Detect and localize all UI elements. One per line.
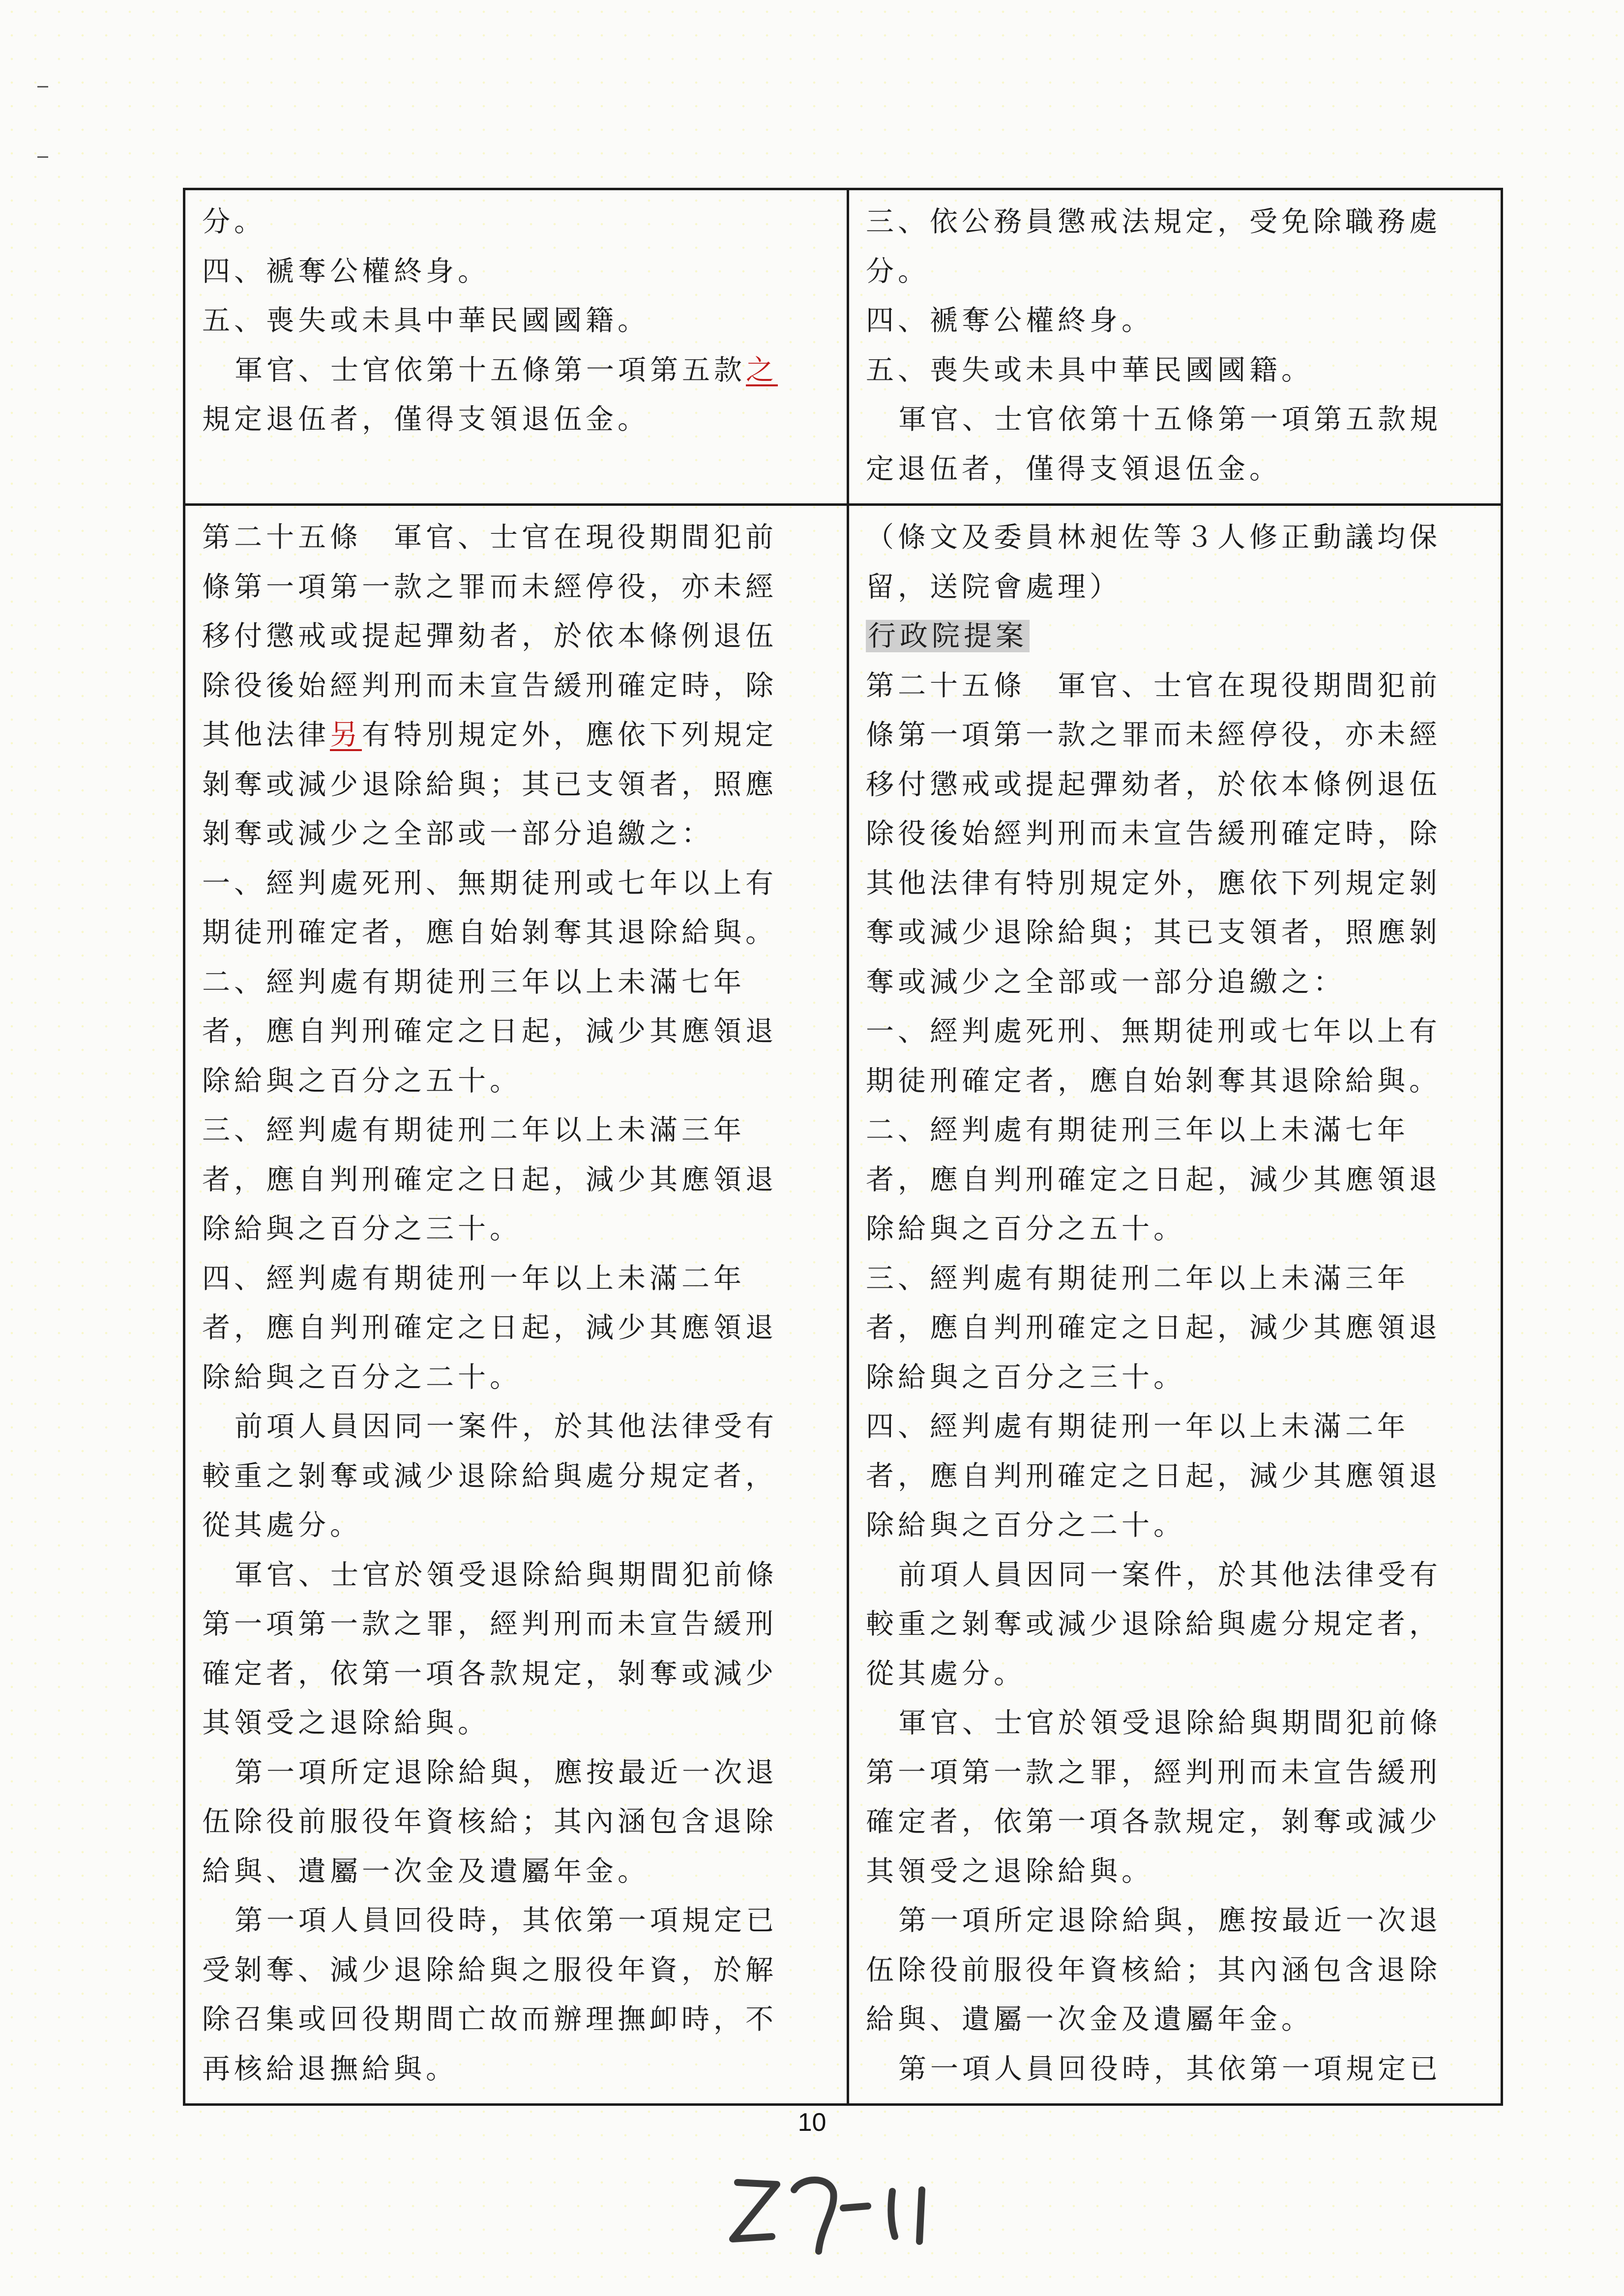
text-line: 較重之剝奪或減少退除給與處分規定者， xyxy=(202,1459,777,1492)
text-line: 規定退伍者，僅得支領退伍金。 xyxy=(202,403,650,436)
text-line: 除給與之百分之五十。 xyxy=(202,1064,522,1097)
text-line: 期徒刑確定者，應自始剝奪其退除給與。 xyxy=(202,916,777,949)
text-line: 二、經判處有期徒刑三年以上未滿七年 xyxy=(202,965,745,998)
scan-speck xyxy=(37,86,48,87)
text-line: 三、經判處有期徒刑二年以上未滿三年 xyxy=(866,1262,1409,1295)
cell-proposal-text xyxy=(848,505,1502,2105)
cell-amended-text xyxy=(184,189,848,505)
text-line: 條第一項第一款之罪而未經停役，亦未經 xyxy=(866,719,1441,751)
text-line: 二、經判處有期徒刑三年以上未滿七年 xyxy=(866,1114,1409,1146)
text-line: 伍除役前服役年資核給；其內涵包含退除 xyxy=(202,1805,777,1838)
text-line: 除役後始經判刑而未宣告緩刑確定時，除 xyxy=(866,817,1441,850)
text-line: 給與、遺屬一次金及遺屬年金。 xyxy=(202,1855,650,1888)
handwritten-stroke xyxy=(843,2206,868,2208)
text-line: 剝奪或減少退除給與；其已支領者，照應 xyxy=(202,768,777,801)
text-line: 再核給退撫給與。 xyxy=(202,2052,458,2085)
scan-speck xyxy=(37,156,48,158)
inserted-text-red: 之 xyxy=(746,353,778,386)
text-line: 確定者，依第一項各款規定，剝奪或減少 xyxy=(866,1805,1441,1838)
text-line: （條文及委員林昶佐等３人修正動議均保 xyxy=(866,521,1441,553)
text-line: 除召集或回役期間亡故而辦理撫卹時，不 xyxy=(202,2003,777,2035)
text-line: 一、經判處死刑、無期徒刑或七年以上有 xyxy=(866,1015,1441,1047)
text-line: 除給與之百分之五十。 xyxy=(866,1213,1185,1245)
comparison-table xyxy=(183,188,1503,2106)
text-line: 移付懲戒或提起彈劾者，於依本條例退伍 xyxy=(202,620,777,652)
text-line: 前項人員因同一案件，於其他法律受有 xyxy=(898,1558,1442,1591)
page-number: 10 xyxy=(797,2108,827,2137)
text-line: 者，應自判刑確定之日起，減少其應領退 xyxy=(202,1311,777,1344)
text-line: 第一項所定退除給與，應按最近一次退 xyxy=(235,1756,778,1789)
text-line: 其領受之退除給與。 xyxy=(202,1707,490,1739)
text-line: 軍官、士官於領受退除給與期間犯前條 xyxy=(898,1707,1442,1739)
inserted-text-red: 另 xyxy=(330,719,362,751)
text-line: 三、經判處有期徒刑二年以上未滿三年 xyxy=(202,1114,745,1146)
text-line: 除給與之百分之三十。 xyxy=(202,1213,522,1245)
text-line xyxy=(202,346,836,395)
text-segment: 軍官、士官依第十五條第一項第五款 xyxy=(235,353,746,386)
text-line: 者，應自判刑確定之日起，減少其應領退 xyxy=(202,1163,777,1196)
handwritten-stroke xyxy=(919,2190,922,2241)
text-line xyxy=(866,611,1490,661)
text-line: 剝奪或減少之全部或一部分追繳之： xyxy=(202,817,713,850)
text-line: 四、經判處有期徒刑一年以上未滿二年 xyxy=(866,1410,1409,1443)
text-line: 其他法律有特別規定外，應依下列規定剝 xyxy=(866,867,1441,900)
text-line: 四、褫奪公權終身。 xyxy=(866,304,1153,337)
handwritten-page-annotation xyxy=(718,2163,954,2261)
handwritten-stroke xyxy=(794,2180,834,2251)
text-line: 軍官、士官於領受退除給與期間犯前條 xyxy=(235,1558,778,1591)
text-line: 其領受之退除給與。 xyxy=(866,1855,1153,1888)
text-line: 一、經判處死刑、無期徒刑或七年以上有 xyxy=(202,867,777,900)
text-line: 除給與之百分之三十。 xyxy=(866,1361,1185,1394)
text-line: 除給與之百分之二十。 xyxy=(866,1509,1185,1541)
text-line: 五、喪失或未具中華民國國籍。 xyxy=(202,304,650,337)
text-line: 者，應自判刑確定之日起，減少其應領退 xyxy=(866,1163,1441,1196)
text-line: 第二十五條 軍官、士官在現役期間犯前 xyxy=(202,521,777,553)
handwritten-stroke xyxy=(891,2191,895,2237)
text-line: 從其處分。 xyxy=(202,1509,362,1541)
text-line: 第一項人員回役時，其依第一項規定已 xyxy=(898,2052,1442,2085)
text-line: 奪或減少退除給與；其已支領者，照應剝 xyxy=(866,916,1441,949)
text-line xyxy=(202,710,836,760)
cell-current-text xyxy=(848,189,1502,505)
text-line: 分。 xyxy=(866,255,930,288)
text-line: 給與、遺屬一次金及遺屬年金。 xyxy=(866,2003,1313,2035)
table-row xyxy=(184,505,1502,2105)
text-segment: 有特別規定外，應依下列規定 xyxy=(362,719,777,751)
text-line: 從其處分。 xyxy=(866,1657,1026,1690)
text-line: 第一項第一款之罪，經判刑而未宣告緩刑 xyxy=(202,1608,777,1640)
text-line: 伍除役前服役年資核給；其內涵包含退除 xyxy=(866,1953,1441,1986)
cell-amended-text xyxy=(184,505,848,2105)
text-line: 分。 xyxy=(202,205,266,238)
text-line: 除給與之百分之二十。 xyxy=(202,1361,522,1394)
text-line: 前項人員因同一案件，於其他法律受有 xyxy=(235,1410,778,1443)
text-line: 四、褫奪公權終身。 xyxy=(202,255,490,288)
text-line: 第一項人員回役時，其依第一項規定已 xyxy=(235,1904,778,1937)
text-line: 五、喪失或未具中華民國國籍。 xyxy=(866,353,1313,386)
text-line: 第二十五條 軍官、士官在現役期間犯前 xyxy=(866,669,1441,702)
text-line: 者，應自判刑確定之日起，減少其應領退 xyxy=(866,1459,1441,1492)
text-line: 四、經判處有期徒刑一年以上未滿二年 xyxy=(202,1262,745,1295)
text-line: 受剝奪、減少退除給與之服役年資，於解 xyxy=(202,1953,777,1986)
text-line: 第一項所定退除給與，應按最近一次退 xyxy=(898,1904,1442,1937)
text-segment: 其他法律 xyxy=(202,719,330,751)
text-line: 較重之剝奪或減少退除給與處分規定者， xyxy=(866,1608,1441,1640)
text-line: 除役後始經判刑而未宣告緩刑確定時，除 xyxy=(202,669,777,702)
text-line: 條第一項第一款之罪而未經停役，亦未經 xyxy=(202,570,777,603)
text-line: 定退伍者，僅得支領退伍金。 xyxy=(866,452,1281,485)
text-line: 第一項第一款之罪，經判刑而未宣告緩刑 xyxy=(866,1756,1441,1789)
text-line: 期徒刑確定者，應自始剝奪其退除給與。 xyxy=(866,1064,1441,1097)
highlighted-label: 行政院提案 xyxy=(866,620,1030,652)
text-line: 者，應自判刑確定之日起，減少其應領退 xyxy=(866,1311,1441,1344)
text-line: 者，應自判刑確定之日起，減少其應領退 xyxy=(202,1015,777,1047)
table-row xyxy=(184,189,1502,505)
text-line: 留，送院會處理） xyxy=(866,570,1122,603)
text-line: 確定者，依第一項各款規定，剝奪或減少 xyxy=(202,1657,777,1690)
text-line: 軍官、士官依第十五條第一項第五款規 xyxy=(898,403,1442,436)
handwritten-stroke xyxy=(733,2182,777,2239)
text-line: 移付懲戒或提起彈劾者，於依本條例退伍 xyxy=(866,768,1441,801)
text-line: 奪或減少之全部或一部分追繳之： xyxy=(866,965,1345,998)
text-line: 三、依公務員懲戒法規定，受免除職務處 xyxy=(866,205,1441,238)
